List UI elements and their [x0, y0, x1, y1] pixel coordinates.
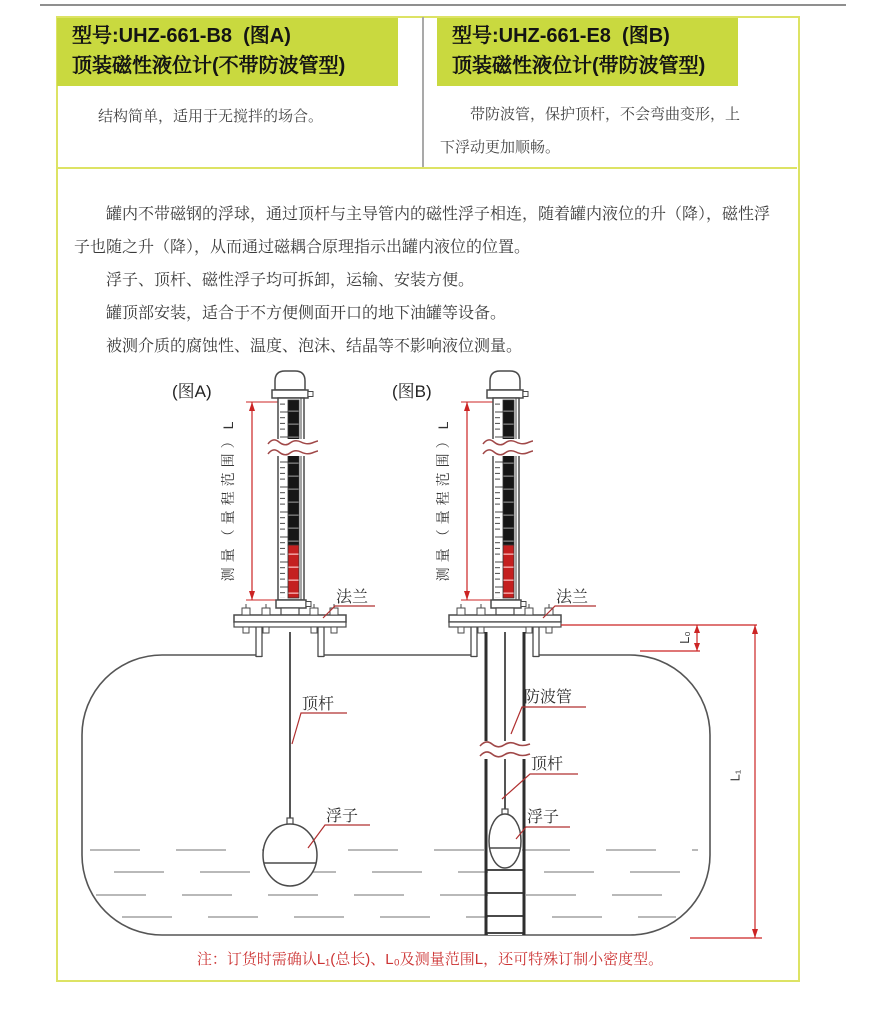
float-label-b: 浮子: [527, 809, 560, 826]
tank-outline: [82, 655, 710, 935]
top-rod-label-b: 顶杆: [531, 756, 564, 773]
description-paragraph-3: 罐顶部安装，适合于不方便侧面开口的地下油罐等设备。: [106, 305, 507, 322]
figure-a-label: (图A): [172, 382, 212, 401]
model-desc-right: 带防波管，保护顶杆，不会弯曲变形，上下浮动更加顺畅。: [440, 106, 741, 156]
description-paragraph-2: 浮子、顶杆、磁性浮子均可拆卸，运输、安装方便。: [106, 272, 475, 289]
header-column-divider: [422, 17, 424, 167]
dimension-lines: [561, 625, 762, 938]
model-title-right: [437, 18, 738, 86]
description-paragraph-1: 罐内不带磁钢的浮球，通过顶杆与主导管内的磁性浮子相连，随着罐内液位的升（降），磁性浮子也随之升（降），从而通过磁耦合原理指示出罐内液位的位置。: [74, 206, 771, 256]
wave-tube-assembly-b: [480, 632, 530, 935]
product-description: [74, 198, 782, 363]
dimension-l0-label: L₀: [676, 631, 692, 644]
flange-label-b: 法兰: [556, 589, 589, 606]
liquid-level-dashes: [90, 850, 698, 917]
header-section-divider: [57, 167, 797, 169]
model-title-left-line2: 顶装磁性液位计(不带防波管型): [72, 55, 346, 77]
model-title-left: [57, 18, 398, 86]
measuring-range-label-b: 测量（量程范围）L: [435, 416, 451, 582]
top-rod-label-a: 顶杆: [302, 696, 335, 713]
figure-b-label: (图B): [392, 382, 432, 401]
page-top-rule: [40, 4, 846, 6]
diagram-svg: [56, 360, 798, 980]
dimension-l1-label: L₁: [727, 769, 743, 782]
gauge-b: [449, 371, 561, 657]
model-desc-left: 结构简单，适用于无搅拌的场合。: [98, 108, 324, 125]
measuring-range-label-a: 测量（量程范围）L: [220, 416, 236, 582]
gauge-a: [234, 371, 346, 657]
float-assembly-a: [263, 632, 317, 886]
wave-tube-label-b: 防波管: [524, 689, 573, 706]
model-title-right-line1: 型号:UHZ-661-E8 (图B): [452, 25, 670, 47]
order-note: 注：订货时需确认L₁(总长)、L₀及测量范围L，还可特殊订制小密度型。: [196, 951, 664, 968]
model-title-right-line2: 顶装磁性液位计(带防波管型): [452, 55, 706, 77]
description-paragraph-4: 被测介质的腐蚀性、温度、泡沫、结晶等不影响液位测量。: [106, 338, 523, 355]
model-title-left-line1: 型号:UHZ-661-B8 (图A): [72, 25, 291, 47]
flange-label-a: 法兰: [336, 589, 369, 606]
float-label-a: 浮子: [326, 808, 359, 825]
